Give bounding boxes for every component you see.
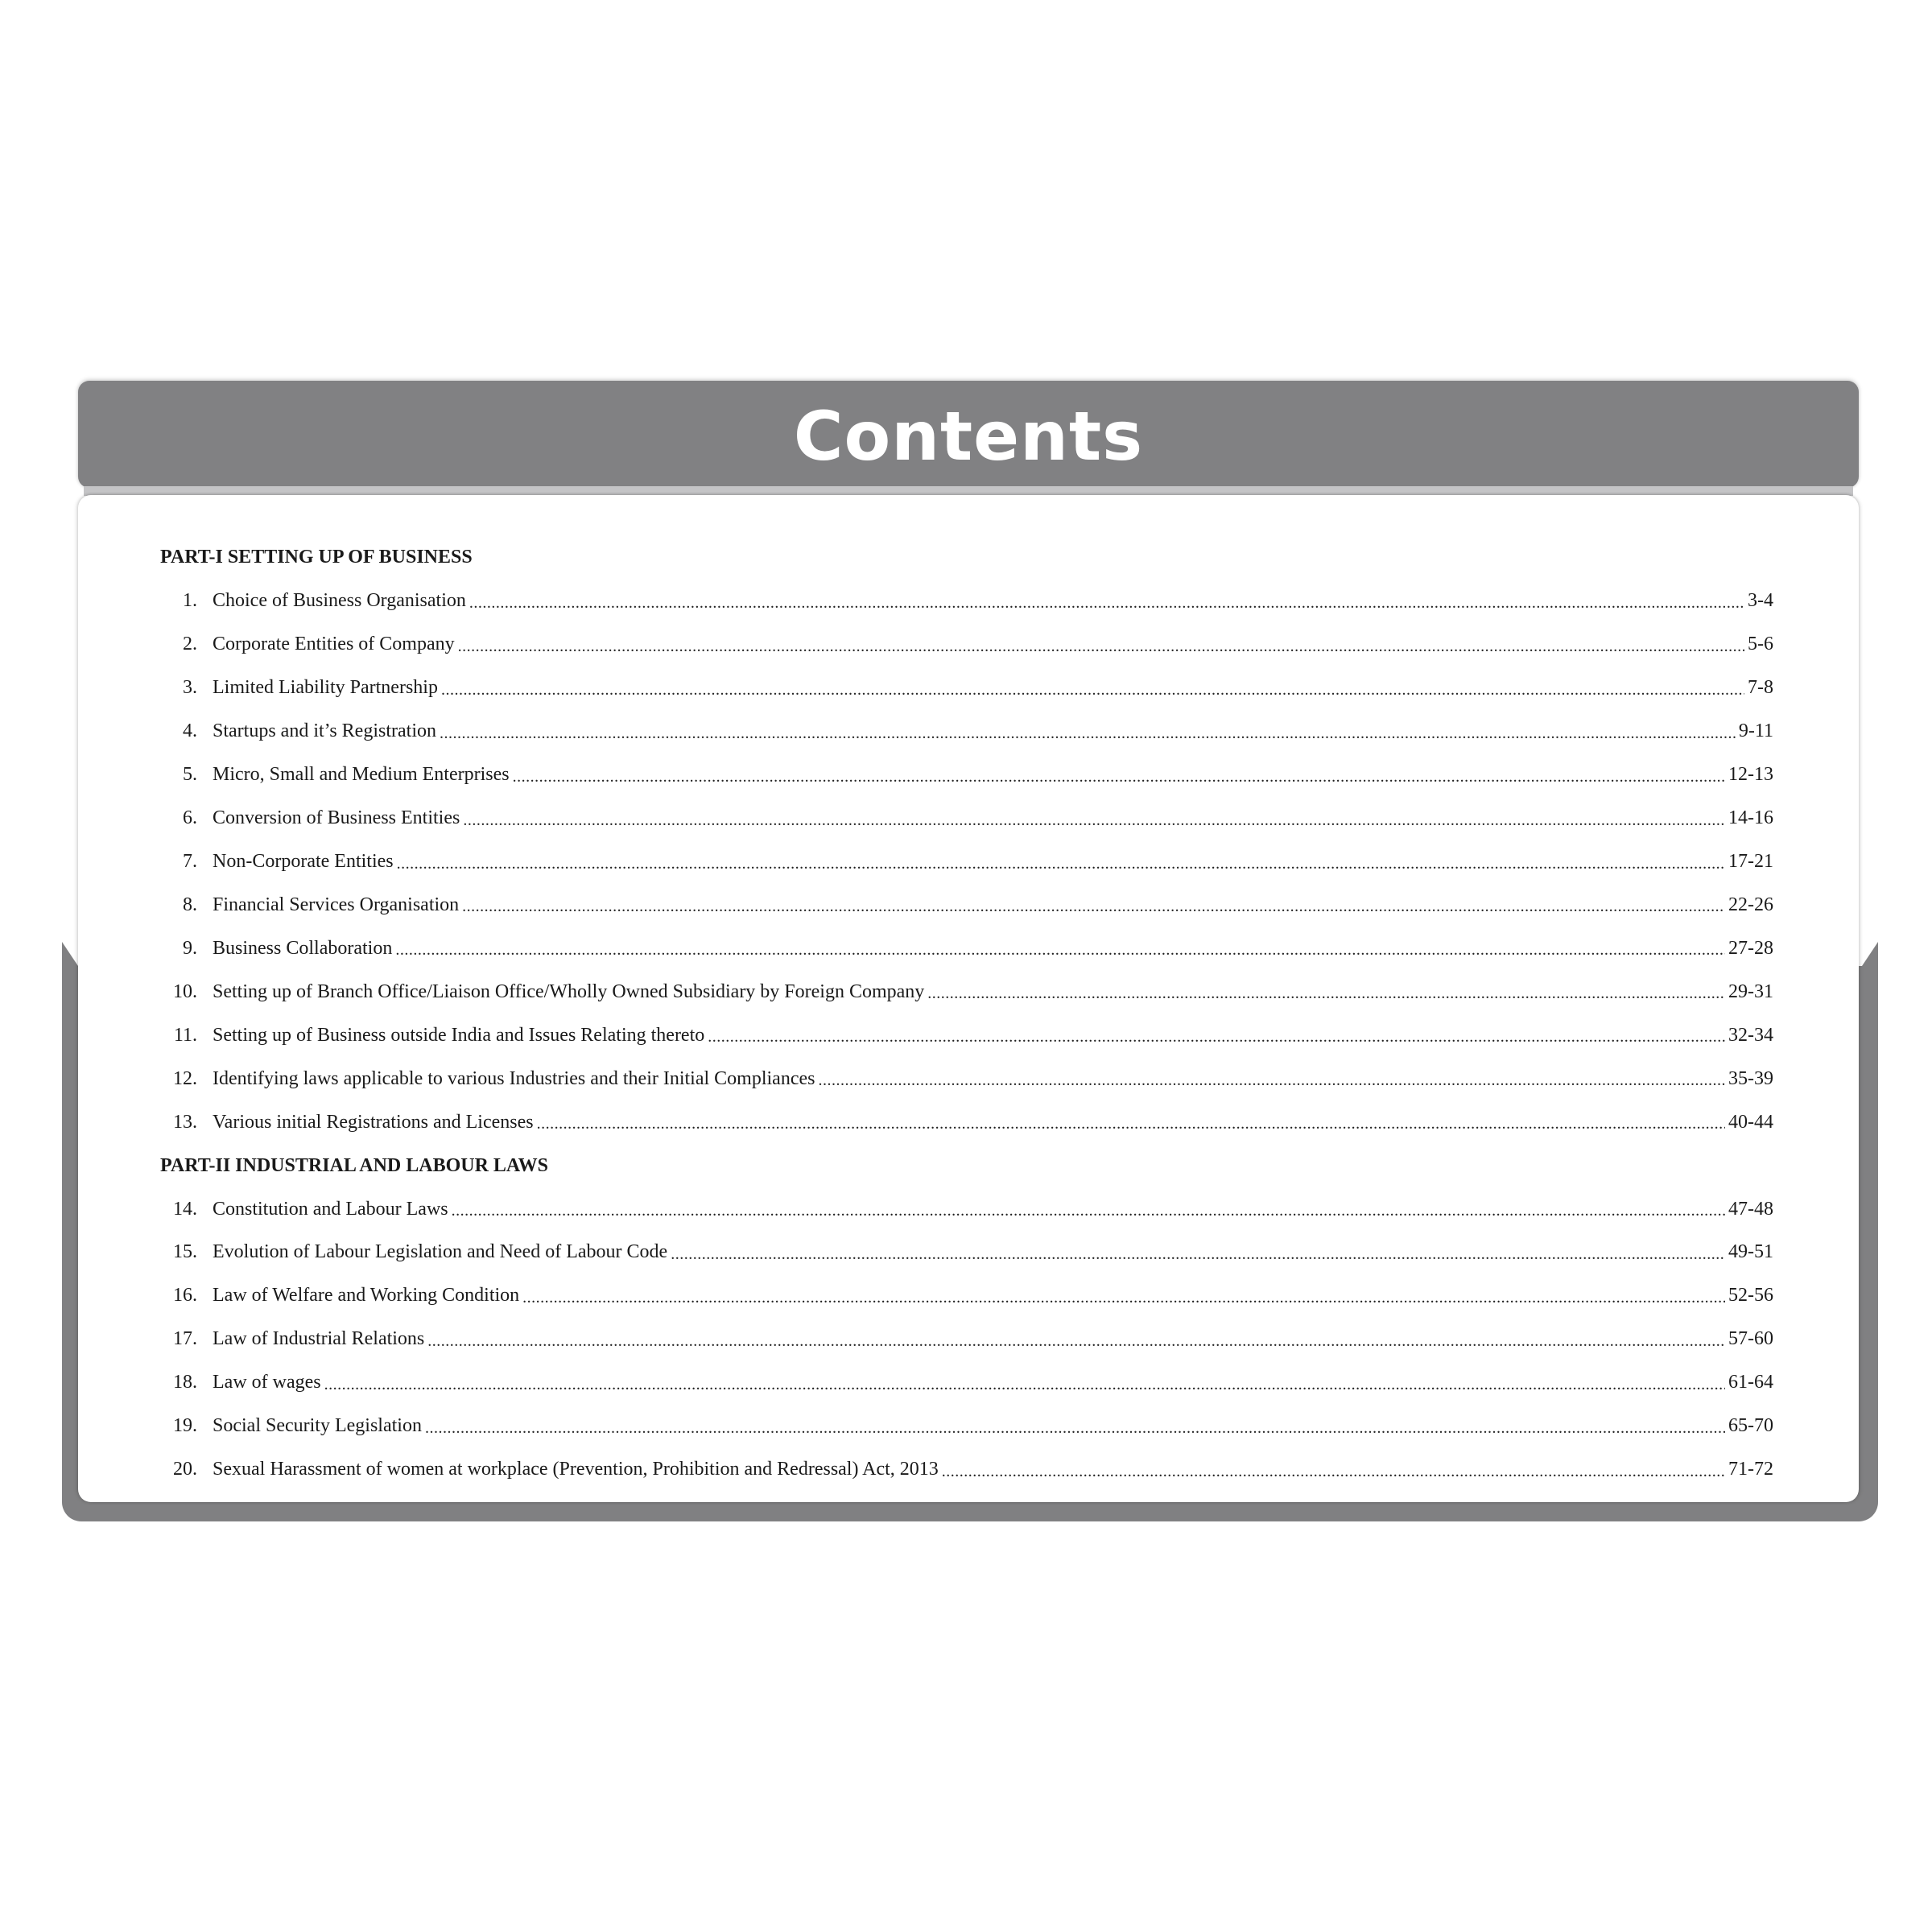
toc-entry[interactable]: [160, 927, 1773, 970]
entry-number: 8.: [183, 894, 197, 915]
toc-entry[interactable]: [160, 1448, 1773, 1492]
entry-pages: 3-4: [1748, 590, 1773, 612]
entry-number: 16.: [173, 1285, 197, 1307]
entry-pages: 32-34: [1728, 1024, 1773, 1046]
entry-title: Constitution and Labour Laws: [213, 1198, 448, 1220]
entry-pages: 40-44: [1728, 1111, 1773, 1133]
toc-entry[interactable]: [160, 1057, 1773, 1100]
dot-leader: [397, 852, 1725, 872]
dot-leader: [708, 1026, 1725, 1045]
dot-leader: [927, 982, 1725, 1001]
entry-number: 2.: [183, 634, 197, 655]
dot-leader: [441, 679, 1744, 698]
dot-leader: [395, 939, 1725, 958]
entry-title: Financial Services Organisation: [213, 894, 460, 915]
toc-entry[interactable]: [160, 753, 1773, 797]
dot-leader: [671, 1243, 1725, 1262]
entry-number: 13.: [173, 1111, 197, 1133]
dot-leader: [324, 1373, 1725, 1393]
toc-entry[interactable]: [160, 1361, 1773, 1405]
entry-title: Micro, Small and Medium Enterprises: [213, 764, 510, 786]
toc-entry[interactable]: [160, 1318, 1773, 1361]
entry-pages: 5-6: [1748, 634, 1773, 655]
entry-number: 6.: [183, 807, 197, 829]
dot-leader: [440, 722, 1736, 741]
entry-title: Business Collaboration: [213, 937, 393, 959]
entry-title: Law of Welfare and Working Condition: [213, 1285, 520, 1307]
entry-pages: 29-31: [1728, 980, 1773, 1002]
section-heading-part-1: PART-I SETTING UP OF BUSINESS: [160, 547, 473, 568]
page-title: Contents: [793, 396, 1144, 476]
entry-pages: 17-21: [1728, 851, 1773, 873]
entry-pages: 57-60: [1728, 1328, 1773, 1350]
entry-title: Limited Liability Partnership: [213, 677, 438, 699]
entry-title: Conversion of Business Entities: [213, 807, 460, 829]
toc-entry[interactable]: [160, 797, 1773, 840]
entry-pages: 47-48: [1728, 1198, 1773, 1220]
entry-number: 19.: [173, 1415, 197, 1437]
entry-number: 5.: [183, 764, 197, 786]
dot-leader: [452, 1199, 1725, 1219]
entry-title: Evolution of Labour Legislation and Need of Labour Code: [213, 1241, 668, 1263]
entry-pages: 7-8: [1748, 677, 1773, 699]
entry-number: 14.: [173, 1198, 197, 1220]
dot-leader: [425, 1417, 1725, 1436]
entry-title: Setting up of Branch Office/Liaison Office/Wholly Owned Subsidiary by Foreign Company: [213, 980, 925, 1002]
entry-pages: 9-11: [1738, 720, 1773, 742]
toc-entry[interactable]: [160, 1405, 1773, 1448]
dot-leader: [458, 635, 1744, 654]
toc-entry[interactable]: [160, 710, 1773, 753]
entry-number: 15.: [173, 1241, 197, 1263]
dot-leader: [942, 1460, 1725, 1480]
entry-number: 1.: [183, 590, 197, 612]
entry-pages: 65-70: [1728, 1415, 1773, 1437]
toc-entry[interactable]: [160, 884, 1773, 927]
dot-leader: [537, 1113, 1725, 1132]
entry-number: 3.: [183, 677, 197, 699]
dot-leader: [513, 766, 1725, 785]
toc-entry[interactable]: [160, 667, 1773, 710]
entry-number: 17.: [173, 1328, 197, 1350]
entry-pages: 14-16: [1728, 807, 1773, 829]
entry-number: 9.: [183, 937, 197, 959]
entry-pages: 71-72: [1728, 1459, 1773, 1480]
dot-leader: [469, 592, 1744, 611]
entry-number: 12.: [173, 1067, 197, 1089]
entry-number: 10.: [173, 980, 197, 1002]
toc-entry[interactable]: [160, 1100, 1773, 1144]
toc-entry[interactable]: [160, 1231, 1773, 1274]
entry-pages: 27-28: [1728, 937, 1773, 959]
entry-title: Choice of Business Organisation: [213, 590, 466, 612]
entry-number: 7.: [183, 851, 197, 873]
toc-entry[interactable]: [160, 1274, 1773, 1318]
entry-title: Setting up of Business outside India and Issues Relating thereto: [213, 1024, 705, 1046]
dot-leader: [818, 1069, 1725, 1088]
entry-title: Various initial Registrations and Licenses: [213, 1111, 534, 1133]
entry-title: Startups and it’s Registration: [213, 720, 436, 742]
toc-entry[interactable]: [160, 1013, 1773, 1057]
entry-number: 4.: [183, 720, 197, 742]
dot-leader: [427, 1330, 1725, 1349]
dot-leader: [463, 809, 1725, 828]
entry-title: Corporate Entities of Company: [213, 634, 455, 655]
toc-entry[interactable]: [160, 840, 1773, 884]
entry-number: 18.: [173, 1372, 197, 1393]
entry-title: Sexual Harassment of women at workplace (Prevention, Prohibition and Redressal) Act, 2013: [213, 1459, 939, 1480]
entry-title: Non-Corporate Entities: [213, 851, 394, 873]
section-heading-part-2: PART-II INDUSTRIAL AND LABOUR LAWS: [160, 1154, 548, 1176]
entry-pages: 61-64: [1728, 1372, 1773, 1393]
toc-entry[interactable]: [160, 623, 1773, 667]
toc-entry[interactable]: [160, 580, 1773, 623]
toc-entry[interactable]: [160, 1187, 1773, 1231]
entry-pages: 35-39: [1728, 1067, 1773, 1089]
entry-title: Law of Industrial Relations: [213, 1328, 425, 1350]
entry-title: Identifying laws applicable to various Industries and their Initial Compliances: [213, 1067, 815, 1089]
toc-entry[interactable]: [160, 970, 1773, 1013]
entry-number: 11.: [173, 1024, 197, 1046]
toc-card: [78, 495, 1859, 1502]
contents-banner: [78, 381, 1859, 488]
dot-leader: [522, 1286, 1725, 1306]
entry-number: 20.: [173, 1459, 197, 1480]
entry-title: Law of wages: [213, 1372, 321, 1393]
table-of-contents: [160, 536, 1773, 1492]
entry-title: Social Security Legislation: [213, 1415, 422, 1437]
entry-pages: 22-26: [1728, 894, 1773, 915]
entry-pages: 52-56: [1728, 1285, 1773, 1307]
dot-leader: [462, 895, 1725, 914]
entry-pages: 49-51: [1728, 1241, 1773, 1263]
entry-pages: 12-13: [1728, 764, 1773, 786]
